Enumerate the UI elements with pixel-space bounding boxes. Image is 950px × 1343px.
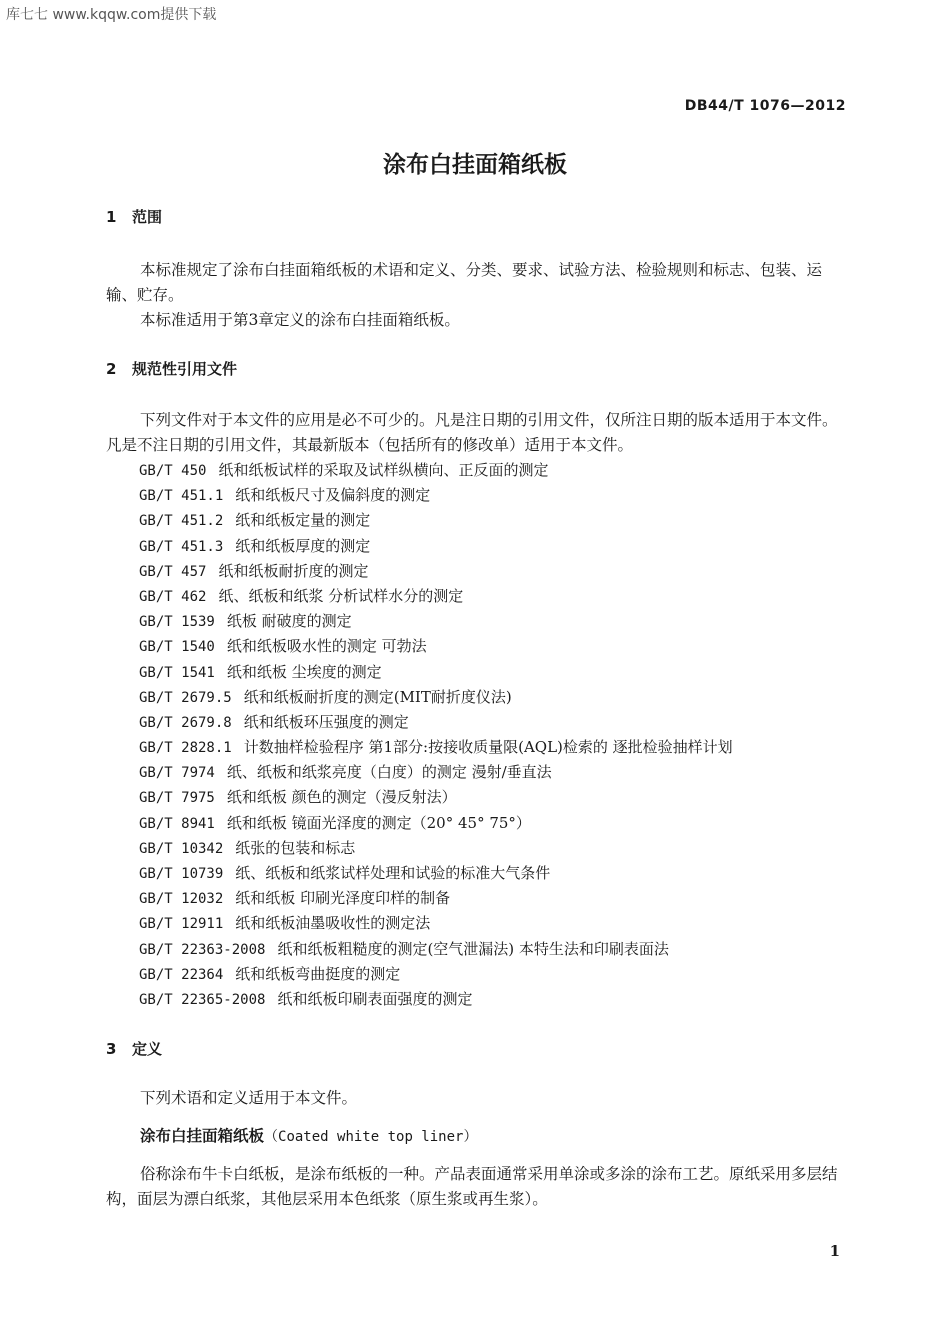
reference-title: 计数抽样检验程序 第1部分:按接收质量限(AQL)检索的 逐批检验抽样计划 <box>243 738 733 757</box>
reference-code: GB/T 12911 <box>139 916 224 933</box>
page-number: 1 <box>829 1242 840 1260</box>
document-code: DB44/T 1076—2012 <box>684 98 846 114</box>
reference-code: GB/T 1539 <box>139 614 215 631</box>
reference-code: GB/T 462 <box>139 588 207 605</box>
reference-list <box>139 458 733 1012</box>
reference-title: 纸和纸板吸水性的测定 可勃法 <box>226 637 427 656</box>
reference-code: GB/T 1540 <box>139 639 215 656</box>
reference-code: GB/T 450 <box>139 463 207 479</box>
reference-title: 纸和纸板环压强度的测定 <box>243 712 409 731</box>
reference-title: 纸和纸板试样的采取及试样纵横向、正反面的测定 <box>218 461 549 479</box>
reference-code: GB/T 2679.8 <box>139 714 232 731</box>
reference-title: 纸、纸板和纸浆试样处理和试验的标准大气条件 <box>235 864 551 882</box>
reference-title: 纸、纸板和纸浆 分析试样水分的测定 <box>218 586 464 605</box>
reference-code: GB/T 451.3 <box>139 538 224 555</box>
reference-code: GB/T 2679.5 <box>139 689 232 706</box>
reference-title: 纸板 耐破度的测定 <box>226 612 352 631</box>
section-title: 定义 <box>132 1040 163 1058</box>
reference-code: GB/T 8941 <box>139 815 215 832</box>
section-heading-scope <box>106 206 162 227</box>
list-item <box>139 508 733 533</box>
list-item <box>139 634 733 659</box>
watermark: 库七七 www.kqqw.com提供下载 <box>6 7 217 23</box>
list-item <box>139 760 733 785</box>
list-item <box>139 987 733 1012</box>
term-definition: 俗称涂布牛卡白纸板，是涂布纸板的一种。产品表面通常采用单涂或多涂的涂布工艺。原纸采用多层结构，面层为漂白纸浆，其他层采用本色纸浆（原生浆或再生浆）。 <box>106 1165 838 1208</box>
reference-title: 纸和纸板印刷表面强度的测定 <box>277 989 473 1008</box>
section-number: 3 <box>106 1040 117 1058</box>
list-item <box>139 785 733 810</box>
list-item <box>139 710 733 735</box>
list-item <box>139 962 733 987</box>
reference-title: 纸、纸板和纸浆亮度（白度）的测定 漫射/垂直法 <box>226 763 552 782</box>
reference-code: GB/T 7974 <box>139 765 215 782</box>
references-intro: 下列文件对于本文件的应用是必不可少的。凡是注日期的引用文件，仅所注日期的版本适用于本文件。凡是不注日期的引用文件，其最新版本（包括所有的修改单）适用于本文件。 <box>106 411 838 454</box>
section-title: 规范性引用文件 <box>132 360 238 378</box>
reference-title: 纸和纸板 印刷光泽度印样的制备 <box>235 889 451 908</box>
reference-title: 纸和纸板 镜面光泽度的测定（20° 45° 75°） <box>226 813 531 832</box>
list-item <box>139 911 733 936</box>
reference-code: GB/T 22363-2008 <box>139 941 266 958</box>
term-chinese: 涂布白挂面箱纸板 <box>140 1127 265 1145</box>
reference-code: GB/T 12032 <box>139 891 224 908</box>
reference-title: 纸和纸板耐折度的测定(MIT耐折度仪法) <box>243 687 512 706</box>
list-item <box>139 559 733 584</box>
reference-title: 纸和纸板定量的测定 <box>235 511 371 530</box>
section-title: 范围 <box>132 208 163 226</box>
reference-title: 纸和纸板 尘埃度的测定 <box>226 662 382 681</box>
reference-code: GB/T 10342 <box>139 840 224 857</box>
reference-title: 纸和纸板 颜色的测定（漫反射法） <box>226 788 457 807</box>
reference-code: GB/T 451.1 <box>139 488 224 505</box>
reference-code: GB/T 22365-2008 <box>139 991 266 1008</box>
list-item <box>139 609 733 634</box>
definitions-intro: 下列术语和定义适用于本文件。 <box>140 1089 358 1107</box>
term-english: （Coated white top liner） <box>264 1129 478 1145</box>
term-heading <box>140 1124 477 1146</box>
reference-code: GB/T 7975 <box>139 790 215 807</box>
page-title: 涂布白挂面箱纸板 <box>383 152 567 178</box>
list-item <box>139 886 733 911</box>
reference-code: GB/T 457 <box>139 563 207 580</box>
reference-title: 纸和纸板弯曲挺度的测定 <box>235 964 401 983</box>
reference-code: GB/T 2828.1 <box>139 740 232 757</box>
reference-title: 纸和纸板油墨吸收性的测定法 <box>235 914 431 933</box>
section-heading-definitions <box>106 1038 162 1059</box>
section-heading-normative-references <box>106 358 237 379</box>
list-item <box>139 483 733 508</box>
list-item <box>139 861 733 886</box>
list-item <box>139 660 733 685</box>
reference-title: 纸和纸板厚度的测定 <box>235 536 371 555</box>
list-item <box>139 534 733 559</box>
reference-code: GB/T 1541 <box>139 664 215 681</box>
section-number: 2 <box>106 360 117 378</box>
scope-paragraph-2: 本标准适用于第3章定义的涂布白挂面箱纸板。 <box>140 311 460 329</box>
scope-paragraph-1: 本标准规定了涂布白挂面箱纸板的术语和定义、分类、要求、试验方法、检验规则和标志、包装、运输、贮存。 <box>106 261 823 304</box>
list-item <box>139 811 733 836</box>
reference-code: GB/T 10739 <box>139 866 224 882</box>
reference-title: 纸张的包装和标志 <box>235 838 356 857</box>
list-item <box>139 735 733 760</box>
section-number: 1 <box>106 208 117 226</box>
reference-title: 纸和纸板粗糙度的测定(空气泄漏法) 本特生法和印刷表面法 <box>277 939 669 958</box>
reference-title: 纸和纸板耐折度的测定 <box>218 561 369 580</box>
list-item <box>139 836 733 861</box>
list-item <box>139 458 733 483</box>
list-item <box>139 584 733 609</box>
reference-code: GB/T 22364 <box>139 966 224 983</box>
list-item <box>139 685 733 710</box>
reference-title: 纸和纸板尺寸及偏斜度的测定 <box>235 486 431 505</box>
list-item <box>139 937 733 962</box>
reference-code: GB/T 451.2 <box>139 513 224 530</box>
